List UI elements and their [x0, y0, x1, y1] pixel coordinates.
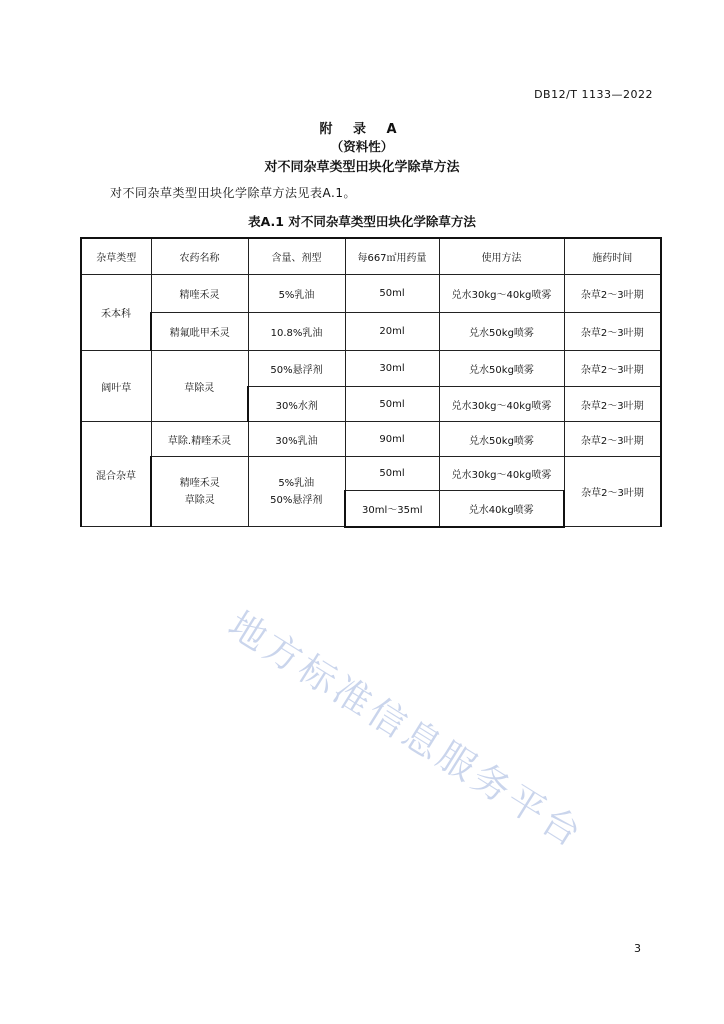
- dose-cell: 90ml: [345, 422, 439, 457]
- dose-cell: 50ml: [345, 457, 439, 491]
- page-number: 3: [634, 942, 641, 955]
- table-caption: 表A.1 对不同杂草类型田块化学除草方法: [248, 214, 476, 229]
- method-cell: 兑水50kg喷雾: [439, 313, 564, 351]
- header-method: 使用方法: [439, 238, 564, 275]
- header-pesticide: 农药名称: [151, 238, 248, 275]
- pesticide-cell: 精喹禾灵: [151, 275, 248, 313]
- table-row: [81, 457, 661, 491]
- method-cell: 兑水40kg喷雾: [439, 491, 564, 527]
- timing-cell: 杂草2～3叶期: [564, 275, 661, 313]
- weed-type-cell: 混合杂草: [81, 422, 151, 527]
- dose-cell: 50ml: [345, 387, 439, 422]
- method-cell: 兑水30kg～40kg喷雾: [439, 457, 564, 491]
- header-weed-type: 杂草类型: [81, 238, 151, 275]
- watermark: 地方标准信息服务平台: [220, 603, 592, 857]
- table-row: [81, 275, 661, 313]
- method-cell: 兑水50kg喷雾: [439, 351, 564, 387]
- pesticide-line: 草除灵: [184, 494, 215, 506]
- herbicide-table: [80, 237, 662, 528]
- document-code: DB12/T 1133—2022: [534, 88, 653, 101]
- intro-paragraph: 对不同杂草类型田块化学除草方法见表A.1。: [110, 186, 356, 200]
- timing-cell: 杂草2～3叶期: [564, 457, 661, 527]
- content-cell: 30%乳油: [248, 422, 345, 457]
- appendix-note: （资料性）: [330, 139, 394, 154]
- content-cell: 5%乳油: [248, 275, 345, 313]
- pesticide-cell: 草除.精喹禾灵: [151, 422, 248, 457]
- timing-cell: 杂草2～3叶期: [564, 422, 661, 457]
- method-cell: 兑水30kg～40kg喷雾: [439, 275, 564, 313]
- timing-cell: 杂草2～3叶期: [564, 351, 661, 387]
- content-cell: 30%水剂: [248, 387, 345, 422]
- table-row: [81, 422, 661, 457]
- pesticide-cell: 精氟吡甲禾灵: [151, 313, 248, 351]
- dose-cell: 50ml: [345, 275, 439, 313]
- timing-cell: 杂草2～3叶期: [564, 313, 661, 351]
- table-row: [81, 351, 661, 387]
- header-dose: 每667㎡用药量: [345, 238, 439, 275]
- table-header-row: [81, 238, 661, 275]
- pesticide-cell: [151, 457, 248, 527]
- method-cell: 兑水30kg～40kg喷雾: [439, 387, 564, 422]
- weed-type-cell: 禾本科: [81, 275, 151, 351]
- content-line: 50%悬浮剂: [270, 494, 323, 506]
- pesticide-cell: 草除灵: [151, 351, 248, 422]
- appendix-heading: 对不同杂草类型田块化学除草方法: [264, 160, 460, 175]
- content-cell: 10.8%乳油: [248, 313, 345, 351]
- content-cell: 50%悬浮剂: [248, 351, 345, 387]
- method-cell: 兑水50kg喷雾: [439, 422, 564, 457]
- dose-cell: 30ml～35ml: [345, 491, 439, 527]
- header-timing: 施药时间: [564, 238, 661, 275]
- content-cell: [248, 457, 345, 527]
- dose-cell: 20ml: [345, 313, 439, 351]
- table-row: [81, 313, 661, 351]
- timing-cell: 杂草2～3叶期: [564, 387, 661, 422]
- content-line: 5%乳油: [278, 477, 315, 489]
- header-content: 含量、剂型: [248, 238, 345, 275]
- dose-cell: 30ml: [345, 351, 439, 387]
- pesticide-line: 精喹禾灵: [179, 477, 220, 489]
- appendix-title: 附 录 A: [319, 122, 405, 137]
- weed-type-cell: 阔叶草: [81, 351, 151, 422]
